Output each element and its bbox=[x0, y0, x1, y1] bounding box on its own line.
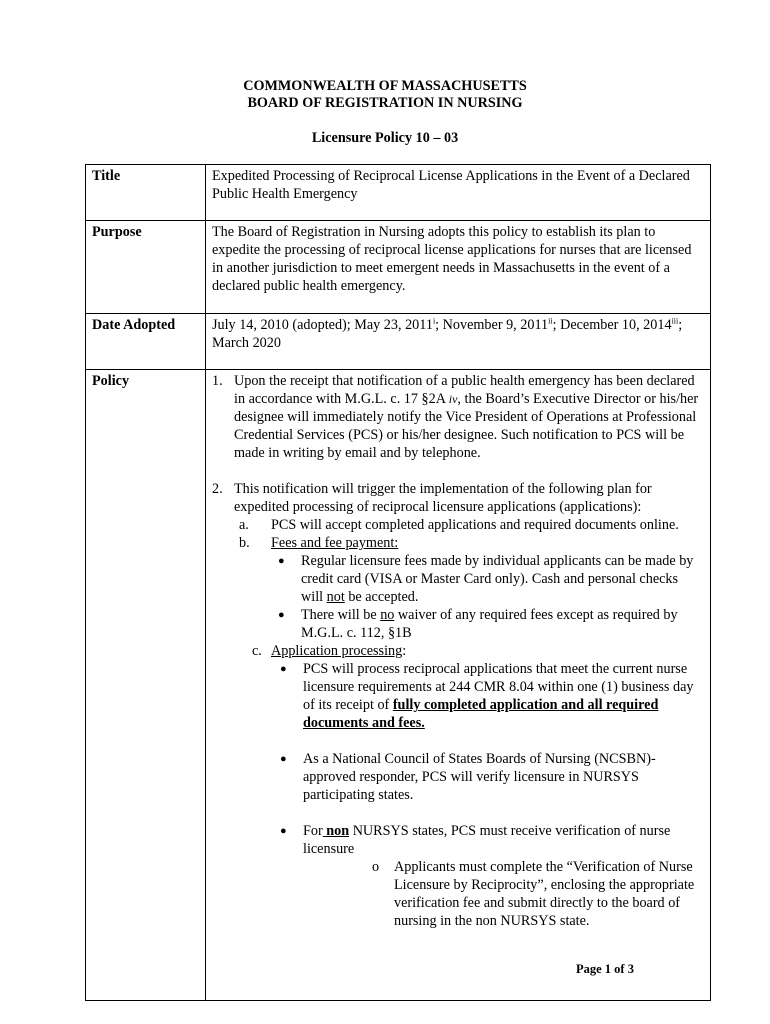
bullet-icon: ● bbox=[280, 663, 287, 675]
item-1-text: Upon the receipt that notification of a public health emergency has been declared in accordance with M.G.L. c. 17 §2A iv, the Board’s Executive Director or his/her designee will immediately notify the Vice President of Operations at Professional Credential Services (PCS) or his/her designee. Such notification to PCS will be made in writing by email and by telephone. bbox=[234, 373, 699, 461]
sub-letter: a. bbox=[239, 517, 249, 533]
label-purpose: Purpose bbox=[86, 221, 206, 314]
row-purpose bbox=[86, 221, 711, 314]
row-date-adopted bbox=[86, 314, 711, 370]
bullet-icon: ● bbox=[278, 609, 285, 621]
item-2-text: This notification will trigger the implementation of the following plan for expedited processing of reciprocal licensure applications (applications): bbox=[234, 481, 652, 515]
policy-number: Licensure Policy 10 – 03 bbox=[311, 130, 459, 146]
sub-letter: c. bbox=[252, 643, 262, 659]
verification-bullet: Applicants must complete the “Verification of Nurse Licensure by Reciprocity”, enclosing the appropriate verification fee and submit directly to the board of nursing in the non NURSYS state. bbox=[394, 859, 695, 929]
sub-letter: b. bbox=[239, 535, 250, 551]
circle-bullet-icon: o bbox=[372, 859, 380, 875]
page-number: Page 1 of 3 bbox=[576, 962, 634, 976]
value-purpose: The Board of Registration in Nursing adopts this policy to establish its plan to expedite the processing of reciprocal license applications for nurses that are licensed in another jurisdiction to meet emergent needs in Massachusetts in the event of a declared public health emergency. bbox=[206, 221, 711, 314]
value-policy bbox=[206, 370, 711, 1001]
sub-item-b bbox=[239, 534, 702, 552]
endnote-ref-i: i bbox=[432, 316, 436, 326]
endnote-ref-iv: iv bbox=[448, 392, 458, 406]
policy-item-1 bbox=[212, 372, 702, 462]
item-number: 1. bbox=[212, 373, 223, 389]
policy-item-2 bbox=[212, 480, 702, 516]
row-title bbox=[86, 165, 711, 221]
list-item bbox=[280, 750, 702, 804]
processing-bullet-2: As a National Council of States Boards of Nursing (NCSBN)-approved responder, PCS will verify licensure in NURSYS participating states. bbox=[303, 751, 656, 803]
date-part-2: ; November 9, 2011 bbox=[435, 317, 549, 333]
label-policy: Policy bbox=[86, 370, 206, 1001]
list-item bbox=[278, 606, 702, 642]
header-commonwealth: COMMONWEALTH OF MASSACHUSETTS bbox=[243, 78, 527, 94]
list-item bbox=[280, 660, 702, 732]
sub-item-a-text: PCS will accept completed applications and required documents online. bbox=[271, 517, 679, 533]
processing-bullet-3: For non NURSYS states, PCS must receive verification of nurse licensure bbox=[303, 823, 671, 857]
date-part-4: ; March 2020 bbox=[212, 317, 683, 351]
label-title: Title bbox=[86, 165, 206, 221]
value-title: Expedited Processing of Reciprocal License Applications in the Event of a Declared Public Health Emergency bbox=[206, 165, 711, 221]
fees-bullet-1: Regular licensure fees made by individual applicants can be made by credit card (VISA or Master Card only). Cash and personal checks will not be accepted. bbox=[301, 553, 694, 605]
bullet-icon: ● bbox=[280, 825, 287, 837]
item-number: 2. bbox=[212, 481, 223, 497]
date-part-3: ; December 10, 2014 bbox=[552, 317, 672, 333]
sub-item-a bbox=[239, 516, 702, 534]
fees-bullet-2: There will be no waiver of any required fees except as required by M.G.L. c. 112, §1B bbox=[301, 607, 678, 641]
row-policy bbox=[86, 370, 711, 1001]
label-date-adopted: Date Adopted bbox=[86, 314, 206, 370]
sub-item-c-text: Application processing: bbox=[271, 643, 407, 659]
bullet-icon: ● bbox=[280, 753, 287, 765]
sub-item-b-text: Fees and fee payment: bbox=[271, 535, 399, 551]
list-item bbox=[278, 552, 702, 606]
list-item bbox=[372, 858, 702, 930]
date-part-1: July 14, 2010 (adopted); May 23, 2011 bbox=[212, 317, 433, 333]
endnote-ref-iii: iii bbox=[671, 316, 679, 326]
bullet-icon: ● bbox=[278, 555, 285, 567]
sub-item-c bbox=[252, 642, 702, 660]
endnote-ref-ii: ii bbox=[548, 316, 553, 326]
value-date-adopted bbox=[206, 314, 711, 370]
policy-table bbox=[85, 164, 711, 1001]
header-board: BOARD OF REGISTRATION IN NURSING bbox=[247, 95, 523, 111]
processing-bullet-1: PCS will process reciprocal applications that meet the current nurse licensure requirements at 244 CMR 8.04 within one (1) business day of its receipt of fully completed application and all required documents and fees. bbox=[303, 661, 694, 731]
list-item bbox=[280, 822, 702, 858]
